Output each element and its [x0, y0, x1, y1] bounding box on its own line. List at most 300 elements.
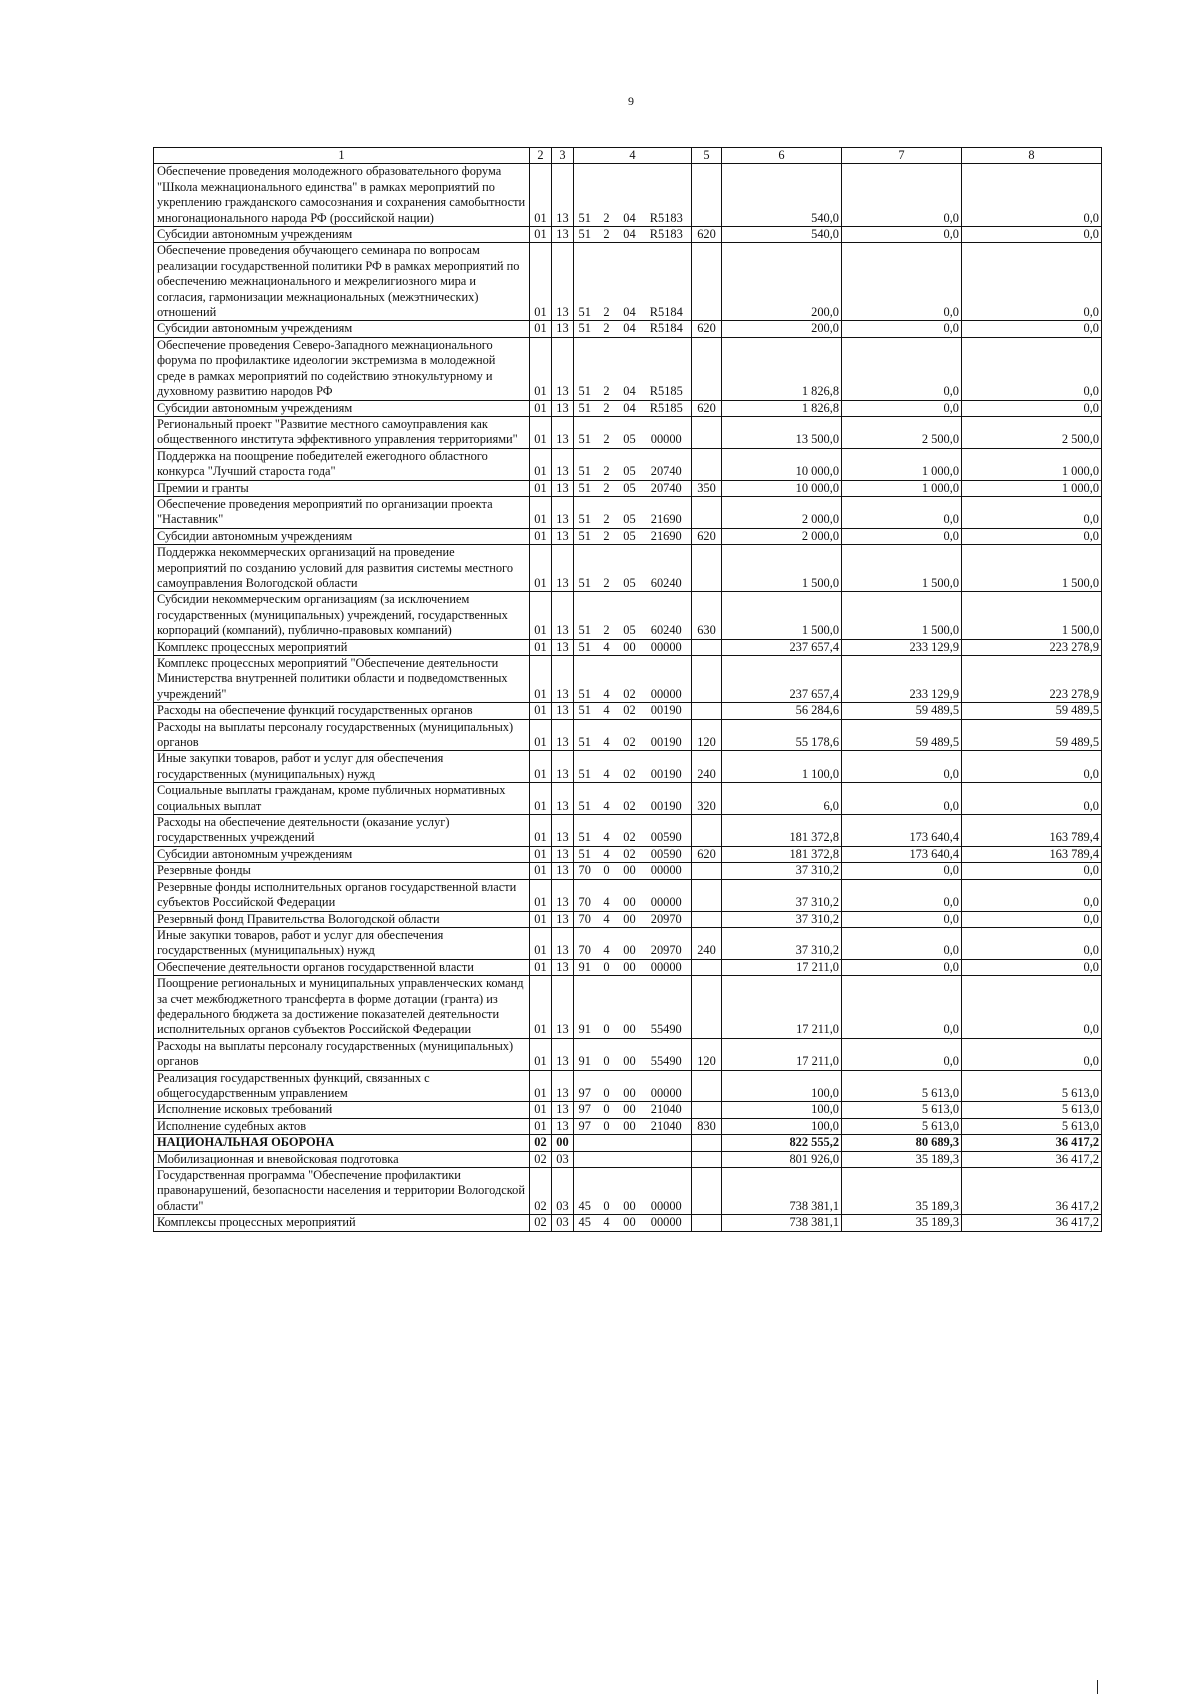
- table-row: [154, 400, 1102, 416]
- cell-amount-year1: 738 381,1: [722, 1215, 842, 1231]
- cell-subsection-code: 13: [552, 243, 574, 321]
- cell-amount-year3: 0,0: [962, 243, 1102, 321]
- cell-amount-year1: 10 000,0: [722, 448, 842, 480]
- cell-amount-year1: 100,0: [722, 1118, 842, 1134]
- cell-subprogram-code: 0: [596, 1070, 618, 1102]
- cell-amount-year2: 5 613,0: [842, 1118, 962, 1134]
- cell-section-code: 01: [530, 1102, 552, 1118]
- cell-program-code: 51: [574, 416, 596, 448]
- table-row: [154, 545, 1102, 592]
- cell-amount-year3: 5 613,0: [962, 1102, 1102, 1118]
- table-row: [154, 976, 1102, 1039]
- cell-amount-year1: 822 555,2: [722, 1135, 842, 1151]
- cell-subsection-code: 13: [552, 703, 574, 719]
- table-row: [154, 656, 1102, 703]
- cell-section-code: 01: [530, 337, 552, 400]
- cell-description: Поддержка некоммерческих организаций на проведение мероприятий по созданию условий для развития системы местного самоуправления Вологодской области: [154, 545, 530, 592]
- table-row: [154, 243, 1102, 321]
- cell-program-code: 91: [574, 1038, 596, 1070]
- cell-direction-code: 00190: [642, 783, 692, 815]
- cell-expense-type: 120: [692, 719, 722, 751]
- cell-expense-type: 240: [692, 751, 722, 783]
- cell-subsection-code: 13: [552, 400, 574, 416]
- cell-section-code: 01: [530, 480, 552, 496]
- cell-description: Поощрение региональных и муниципальных управленческих команд за счет межбюджетного трансферта в форме дотации (гранта) из федерального бюджета за достижение показателей деятельности исполнительных органов субъектов Российской Федерации: [154, 976, 530, 1039]
- cell-subsection-code: 13: [552, 321, 574, 337]
- cell-program-code: 51: [574, 751, 596, 783]
- cell-description: Субсидии автономным учреждениям: [154, 846, 530, 862]
- table-row: [154, 1215, 1102, 1231]
- budget-table: [153, 147, 1102, 1232]
- cell-amount-year1: 2 000,0: [722, 528, 842, 544]
- cell-section-code: 02: [530, 1168, 552, 1215]
- cell-amount-year2: 0,0: [842, 400, 962, 416]
- cell-program-code: 51: [574, 545, 596, 592]
- cell-expense-type: [692, 879, 722, 911]
- cell-section-code: 01: [530, 959, 552, 975]
- table-row: [154, 592, 1102, 639]
- cell-section-code: 01: [530, 448, 552, 480]
- cell-subprogram-code: 2: [596, 528, 618, 544]
- table-row: [154, 703, 1102, 719]
- cell-subprogram-code: 2: [596, 164, 618, 227]
- header-col-4: 4: [574, 148, 692, 164]
- cell-program-code: 70: [574, 879, 596, 911]
- cell-amount-year3: 0,0: [962, 400, 1102, 416]
- cell-subprogram-code: 4: [596, 703, 618, 719]
- cell-event-code: 02: [618, 703, 642, 719]
- cell-direction-code: 55490: [642, 1038, 692, 1070]
- cell-amount-year1: 17 211,0: [722, 976, 842, 1039]
- cell-event-code: 00: [618, 1102, 642, 1118]
- cell-description: Резервный фонд Правительства Вологодской области: [154, 911, 530, 927]
- cell-amount-year3: 0,0: [962, 337, 1102, 400]
- cell-expense-type: 620: [692, 528, 722, 544]
- cell-expense-type: [692, 1215, 722, 1231]
- cell-program-code: 51: [574, 227, 596, 243]
- cell-expense-type: [692, 164, 722, 227]
- cell-program-code: 51: [574, 703, 596, 719]
- header-col-6: 6: [722, 148, 842, 164]
- cell-subsection-code: 13: [552, 528, 574, 544]
- cell-amount-year1: 13 500,0: [722, 416, 842, 448]
- cell-amount-year3: 0,0: [962, 783, 1102, 815]
- cell-program-code: 51: [574, 592, 596, 639]
- cell-event-code: 04: [618, 321, 642, 337]
- cell-amount-year3: 5 613,0: [962, 1070, 1102, 1102]
- cell-expense-type: [692, 496, 722, 528]
- cell-description: Комплекс процессных мероприятий: [154, 639, 530, 655]
- cell-amount-year3: 59 489,5: [962, 719, 1102, 751]
- cell-expense-type: [692, 416, 722, 448]
- cell-subsection-code: 13: [552, 337, 574, 400]
- cell-program-code: 45: [574, 1168, 596, 1215]
- cell-description: Обеспечение деятельности органов государственной власти: [154, 959, 530, 975]
- table-row: [154, 1151, 1102, 1167]
- cell-amount-year1: 2 000,0: [722, 496, 842, 528]
- header-col-3: 3: [552, 148, 574, 164]
- cell-program-code: [574, 1135, 596, 1151]
- cell-amount-year2: 0,0: [842, 337, 962, 400]
- table-row: [154, 480, 1102, 496]
- cell-section-code: 01: [530, 545, 552, 592]
- cell-expense-type: 240: [692, 927, 722, 959]
- cell-subsection-code: 13: [552, 1118, 574, 1134]
- cell-program-code: 51: [574, 243, 596, 321]
- cell-description: НАЦИОНАЛЬНАЯ ОБОРОНА: [154, 1135, 530, 1151]
- cell-expense-type: 630: [692, 592, 722, 639]
- cell-program-code: 51: [574, 783, 596, 815]
- cell-direction-code: 00000: [642, 879, 692, 911]
- cell-description: Субсидии автономным учреждениям: [154, 400, 530, 416]
- cell-expense-type: 620: [692, 321, 722, 337]
- cell-description: Субсидии автономным учреждениям: [154, 528, 530, 544]
- table-row: [154, 815, 1102, 847]
- cell-amount-year2: 0,0: [842, 863, 962, 879]
- cell-subprogram-code: 4: [596, 1215, 618, 1231]
- cell-subsection-code: 13: [552, 927, 574, 959]
- cell-direction-code: 20740: [642, 480, 692, 496]
- cell-expense-type: 620: [692, 227, 722, 243]
- cell-amount-year1: 17 211,0: [722, 1038, 842, 1070]
- cell-event-code: 00: [618, 1215, 642, 1231]
- cell-amount-year2: 0,0: [842, 879, 962, 911]
- cell-subprogram-code: [596, 1151, 618, 1167]
- cell-description: Комплекс процессных мероприятий "Обеспечение деятельности Министерства внутренней политики области и подведомственных учреждений": [154, 656, 530, 703]
- cell-section-code: 01: [530, 751, 552, 783]
- cell-program-code: 51: [574, 639, 596, 655]
- cell-subprogram-code: 0: [596, 1102, 618, 1118]
- cell-subprogram-code: 0: [596, 1038, 618, 1070]
- cell-subprogram-code: 4: [596, 639, 618, 655]
- cell-amount-year3: 0,0: [962, 751, 1102, 783]
- cell-subprogram-code: 2: [596, 480, 618, 496]
- cell-section-code: 01: [530, 815, 552, 847]
- cell-amount-year3: 223 278,9: [962, 656, 1102, 703]
- cell-event-code: 05: [618, 480, 642, 496]
- cell-subprogram-code: 0: [596, 1168, 618, 1215]
- cell-subprogram-code: 2: [596, 321, 618, 337]
- table-row: [154, 879, 1102, 911]
- cell-description: Резервные фонды: [154, 863, 530, 879]
- cell-amount-year1: 10 000,0: [722, 480, 842, 496]
- cell-amount-year3: 0,0: [962, 1038, 1102, 1070]
- table-row: [154, 719, 1102, 751]
- cell-section-code: 01: [530, 1070, 552, 1102]
- table-row: [154, 416, 1102, 448]
- cell-expense-type: [692, 337, 722, 400]
- cell-event-code: 02: [618, 815, 642, 847]
- cell-section-code: 01: [530, 703, 552, 719]
- cell-direction-code: 00000: [642, 416, 692, 448]
- cell-expense-type: [692, 1102, 722, 1118]
- cell-expense-type: [692, 703, 722, 719]
- cell-subprogram-code: 4: [596, 751, 618, 783]
- cell-amount-year2: 35 189,3: [842, 1215, 962, 1231]
- cell-section-code: 01: [530, 243, 552, 321]
- cell-subsection-code: 13: [552, 959, 574, 975]
- table-row: [154, 927, 1102, 959]
- cell-section-code: 01: [530, 783, 552, 815]
- cell-event-code: [618, 1135, 642, 1151]
- cell-subprogram-code: 2: [596, 227, 618, 243]
- cell-subprogram-code: 4: [596, 719, 618, 751]
- cell-amount-year3: 1 000,0: [962, 448, 1102, 480]
- cell-subprogram-code: 4: [596, 656, 618, 703]
- cell-expense-type: [692, 863, 722, 879]
- cell-event-code: 00: [618, 1118, 642, 1134]
- cell-description: Резервные фонды исполнительных органов государственной власти субъектов Российской Федерации: [154, 879, 530, 911]
- cell-amount-year3: 163 789,4: [962, 815, 1102, 847]
- cell-program-code: 97: [574, 1102, 596, 1118]
- header-col-2: 2: [530, 148, 552, 164]
- cell-section-code: 02: [530, 1151, 552, 1167]
- cell-amount-year3: 5 613,0: [962, 1118, 1102, 1134]
- cell-event-code: [618, 1151, 642, 1167]
- cell-section-code: 01: [530, 592, 552, 639]
- cell-subsection-code: 03: [552, 1151, 574, 1167]
- cell-description: Исполнение судебных актов: [154, 1118, 530, 1134]
- cell-amount-year2: 0,0: [842, 1038, 962, 1070]
- table-row: [154, 1070, 1102, 1102]
- cell-amount-year1: 540,0: [722, 164, 842, 227]
- header-col-7: 7: [842, 148, 962, 164]
- cell-amount-year3: 36 417,2: [962, 1168, 1102, 1215]
- cell-direction-code: 00590: [642, 846, 692, 862]
- cell-program-code: 51: [574, 321, 596, 337]
- table-row: [154, 1168, 1102, 1215]
- cell-subprogram-code: 2: [596, 496, 618, 528]
- cell-description: Обеспечение проведения Северо-Западного межнационального форума по профилактике идеологии экстремизма в молодежной среде в рамках мероприятий по содействию этнокультурному и духовному развитию народов РФ: [154, 337, 530, 400]
- cell-subsection-code: 13: [552, 719, 574, 751]
- cell-subsection-code: 13: [552, 846, 574, 862]
- cell-expense-type: 620: [692, 846, 722, 862]
- cell-program-code: 70: [574, 911, 596, 927]
- cell-description: Комплексы процессных мероприятий: [154, 1215, 530, 1231]
- cell-amount-year1: 801 926,0: [722, 1151, 842, 1167]
- cell-direction-code: R5184: [642, 321, 692, 337]
- header-col-8: 8: [962, 148, 1102, 164]
- cell-amount-year2: 0,0: [842, 528, 962, 544]
- cell-amount-year3: 0,0: [962, 879, 1102, 911]
- cell-event-code: 05: [618, 496, 642, 528]
- cell-section-code: 01: [530, 1038, 552, 1070]
- cell-program-code: 91: [574, 976, 596, 1039]
- cell-direction-code: 20970: [642, 927, 692, 959]
- cell-subsection-code: 13: [552, 783, 574, 815]
- cell-direction-code: R5185: [642, 400, 692, 416]
- cell-program-code: [574, 1151, 596, 1167]
- table-row: [154, 1135, 1102, 1151]
- cell-amount-year1: 1 826,8: [722, 337, 842, 400]
- cell-program-code: 51: [574, 164, 596, 227]
- table-row: [154, 337, 1102, 400]
- cell-description: Государственная программа "Обеспечение профилактики правонарушений, безопасности населения и территории Вологодской области": [154, 1168, 530, 1215]
- cell-section-code: 02: [530, 1135, 552, 1151]
- cell-description: Обеспечение проведения мероприятий по организации проекта "Наставник": [154, 496, 530, 528]
- cell-subsection-code: 13: [552, 911, 574, 927]
- cell-section-code: 02: [530, 1215, 552, 1231]
- cell-amount-year1: 237 657,4: [722, 639, 842, 655]
- cell-amount-year3: 0,0: [962, 164, 1102, 227]
- cell-program-code: 97: [574, 1070, 596, 1102]
- table-row: [154, 846, 1102, 862]
- cell-amount-year1: 540,0: [722, 227, 842, 243]
- cell-amount-year1: 100,0: [722, 1070, 842, 1102]
- table-row: [154, 1102, 1102, 1118]
- cell-amount-year2: 1 500,0: [842, 592, 962, 639]
- cell-subsection-code: 13: [552, 863, 574, 879]
- cell-program-code: 51: [574, 480, 596, 496]
- cell-description: Региональный проект "Развитие местного самоуправления как общественного института эффективного управления территориями": [154, 416, 530, 448]
- cell-subprogram-code: 2: [596, 337, 618, 400]
- cell-direction-code: R5183: [642, 164, 692, 227]
- table-row: [154, 227, 1102, 243]
- cell-amount-year1: 1 500,0: [722, 545, 842, 592]
- cell-amount-year2: 80 689,3: [842, 1135, 962, 1151]
- cell-subprogram-code: 0: [596, 976, 618, 1039]
- cell-section-code: 01: [530, 496, 552, 528]
- table-row: [154, 783, 1102, 815]
- cell-event-code: 05: [618, 448, 642, 480]
- cell-direction-code: 00000: [642, 1070, 692, 1102]
- cell-event-code: 04: [618, 243, 642, 321]
- cell-amount-year3: 1 500,0: [962, 545, 1102, 592]
- cell-amount-year2: 0,0: [842, 243, 962, 321]
- cell-amount-year3: 0,0: [962, 927, 1102, 959]
- cell-amount-year2: 0,0: [842, 496, 962, 528]
- cell-event-code: 02: [618, 846, 642, 862]
- cell-amount-year2: 0,0: [842, 227, 962, 243]
- cell-direction-code: 00000: [642, 1168, 692, 1215]
- cell-amount-year2: 0,0: [842, 751, 962, 783]
- cell-subprogram-code: 4: [596, 846, 618, 862]
- cell-subsection-code: 13: [552, 592, 574, 639]
- cell-amount-year1: 200,0: [722, 243, 842, 321]
- cell-amount-year1: 37 310,2: [722, 911, 842, 927]
- cell-amount-year2: 5 613,0: [842, 1070, 962, 1102]
- cell-subsection-code: 00: [552, 1135, 574, 1151]
- cell-amount-year1: 200,0: [722, 321, 842, 337]
- cell-section-code: 01: [530, 400, 552, 416]
- cell-amount-year1: 1 100,0: [722, 751, 842, 783]
- cell-section-code: 01: [530, 528, 552, 544]
- page-number: 9: [628, 94, 634, 108]
- scan-mark: [1097, 1680, 1098, 1694]
- cell-amount-year3: 36 417,2: [962, 1135, 1102, 1151]
- cell-direction-code: 00000: [642, 863, 692, 879]
- cell-amount-year1: 181 372,8: [722, 846, 842, 862]
- table-row: [154, 863, 1102, 879]
- cell-expense-type: [692, 1070, 722, 1102]
- cell-amount-year3: 0,0: [962, 911, 1102, 927]
- cell-direction-code: 60240: [642, 545, 692, 592]
- cell-direction-code: 00190: [642, 703, 692, 719]
- cell-amount-year3: 1 000,0: [962, 480, 1102, 496]
- cell-description: Расходы на выплаты персоналу государственных (муниципальных) органов: [154, 719, 530, 751]
- cell-program-code: 45: [574, 1215, 596, 1231]
- cell-amount-year1: 37 310,2: [722, 927, 842, 959]
- cell-event-code: 00: [618, 1038, 642, 1070]
- cell-subprogram-code: [596, 1135, 618, 1151]
- cell-amount-year1: 37 310,2: [722, 863, 842, 879]
- cell-program-code: 51: [574, 815, 596, 847]
- table-row: [154, 1118, 1102, 1134]
- cell-description: Субсидии автономным учреждениям: [154, 321, 530, 337]
- cell-event-code: 00: [618, 927, 642, 959]
- cell-amount-year2: 35 189,3: [842, 1168, 962, 1215]
- cell-expense-type: 350: [692, 480, 722, 496]
- cell-expense-type: [692, 815, 722, 847]
- cell-description: Исполнение исковых требований: [154, 1102, 530, 1118]
- cell-program-code: 70: [574, 927, 596, 959]
- cell-amount-year3: 163 789,4: [962, 846, 1102, 862]
- cell-subsection-code: 13: [552, 879, 574, 911]
- cell-amount-year3: 59 489,5: [962, 703, 1102, 719]
- table-row: [154, 911, 1102, 927]
- cell-subsection-code: 03: [552, 1215, 574, 1231]
- cell-subprogram-code: 0: [596, 863, 618, 879]
- cell-event-code: 04: [618, 227, 642, 243]
- cell-subsection-code: 13: [552, 448, 574, 480]
- cell-amount-year2: 0,0: [842, 321, 962, 337]
- cell-event-code: 05: [618, 528, 642, 544]
- cell-event-code: 00: [618, 863, 642, 879]
- cell-amount-year2: 0,0: [842, 911, 962, 927]
- cell-event-code: 00: [618, 959, 642, 975]
- cell-description: Иные закупки товаров, работ и услуг для обеспечения государственных (муниципальных) нужд: [154, 751, 530, 783]
- cell-subsection-code: 13: [552, 545, 574, 592]
- cell-event-code: 02: [618, 656, 642, 703]
- cell-description: Мобилизационная и вневойсковая подготовка: [154, 1151, 530, 1167]
- cell-program-code: 51: [574, 846, 596, 862]
- cell-direction-code: [642, 1151, 692, 1167]
- cell-subsection-code: 13: [552, 1070, 574, 1102]
- cell-event-code: 00: [618, 1070, 642, 1102]
- cell-direction-code: 00590: [642, 815, 692, 847]
- cell-direction-code: 00190: [642, 751, 692, 783]
- cell-event-code: 00: [618, 976, 642, 1039]
- cell-amount-year3: 0,0: [962, 959, 1102, 975]
- cell-amount-year2: 59 489,5: [842, 703, 962, 719]
- cell-amount-year2: 0,0: [842, 959, 962, 975]
- table-row: [154, 751, 1102, 783]
- cell-direction-code: 20970: [642, 911, 692, 927]
- cell-program-code: 51: [574, 496, 596, 528]
- cell-event-code: 05: [618, 416, 642, 448]
- cell-amount-year2: 0,0: [842, 976, 962, 1039]
- cell-section-code: 01: [530, 863, 552, 879]
- cell-description: Субсидии некоммерческим организациям (за исключением государственных (муниципальных) учреждений, государственных корпораций (компаний), публично-правовых компаний): [154, 592, 530, 639]
- cell-amount-year2: 233 129,9: [842, 656, 962, 703]
- cell-description: Премии и гранты: [154, 480, 530, 496]
- cell-subsection-code: 13: [552, 639, 574, 655]
- cell-amount-year2: 233 129,9: [842, 639, 962, 655]
- cell-subsection-code: 13: [552, 1038, 574, 1070]
- cell-subprogram-code: 2: [596, 545, 618, 592]
- cell-direction-code: 21690: [642, 528, 692, 544]
- cell-amount-year1: 56 284,6: [722, 703, 842, 719]
- cell-section-code: 01: [530, 719, 552, 751]
- cell-amount-year2: 173 640,4: [842, 846, 962, 862]
- cell-subsection-code: 13: [552, 815, 574, 847]
- cell-amount-year3: 0,0: [962, 863, 1102, 879]
- cell-description: Социальные выплаты гражданам, кроме публичных нормативных социальных выплат: [154, 783, 530, 815]
- cell-expense-type: 830: [692, 1118, 722, 1134]
- cell-program-code: 51: [574, 400, 596, 416]
- cell-expense-type: [692, 1168, 722, 1215]
- cell-event-code: 04: [618, 400, 642, 416]
